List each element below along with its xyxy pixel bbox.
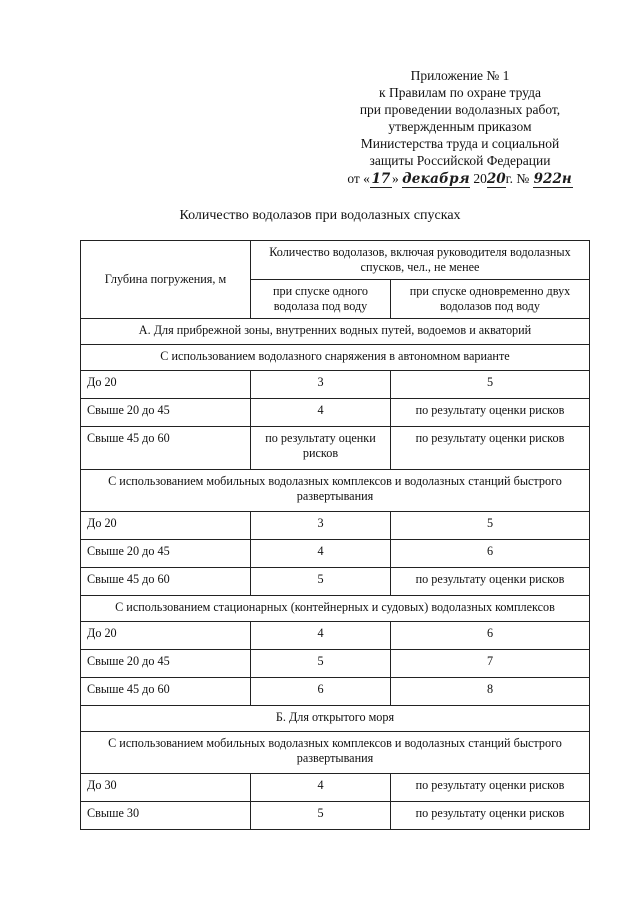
cell-depth: До 20: [81, 622, 251, 650]
cell-two-divers: по результату оценки рисков: [391, 802, 590, 830]
cell-two-divers: по результату оценки рисков: [391, 774, 590, 802]
cell-one-diver: 5: [251, 802, 391, 830]
table-row: [81, 802, 590, 830]
cell-two-divers: по результату оценки рисков: [391, 427, 590, 470]
cell-depth: До 20: [81, 371, 251, 399]
cell-one-diver: 6: [251, 678, 391, 706]
header-two-divers: при спуске одновременно двух водолазов под воду: [391, 280, 590, 319]
cell-depth: Свыше 20 до 45: [81, 540, 251, 568]
appendix-header: [330, 67, 590, 188]
table-row: [81, 774, 590, 802]
group-title: С использованием мобильных водолазных комплексов и водолазных станций быстрого развертывания: [81, 470, 590, 512]
cell-depth: До 20: [81, 512, 251, 540]
header-depth: Глубина погружения, м: [81, 241, 251, 319]
table-row: [81, 650, 590, 678]
cell-one-diver: по результату оценки рисков: [251, 427, 391, 470]
cell-two-divers: 7: [391, 650, 590, 678]
cell-two-divers: 6: [391, 622, 590, 650]
cell-two-divers: по результату оценки рисков: [391, 568, 590, 596]
appendix-line: утвержденным приказом: [388, 119, 532, 134]
cell-depth: Свыше 45 до 60: [81, 568, 251, 596]
table-row: [81, 512, 590, 540]
appendix-line: Министерства труда и социальной: [360, 136, 560, 151]
table-row: [81, 427, 590, 470]
handwritten-year: 20: [486, 171, 506, 187]
group-title: С использованием водолазного снаряжения в автономном варианте: [81, 345, 590, 371]
cell-depth: Свыше 30: [81, 802, 251, 830]
cell-depth: Свыше 20 до 45: [81, 399, 251, 427]
table-row: [81, 399, 590, 427]
handwritten-month: декабря: [402, 171, 470, 187]
cell-two-divers: 5: [391, 371, 590, 399]
table-row: [81, 371, 590, 399]
group-title: С использованием стационарных (контейнерных и судовых) водолазных комплексов: [81, 596, 590, 622]
cell-one-diver: 4: [251, 622, 391, 650]
cell-one-diver: 4: [251, 399, 391, 427]
handwritten-day: 17: [371, 171, 391, 187]
cell-one-diver: 5: [251, 568, 391, 596]
table-row: [81, 678, 590, 706]
appendix-line: защиты Российской Федерации: [369, 153, 551, 168]
table-row: [81, 622, 590, 650]
appendix-line: при проведении водолазных работ,: [359, 102, 561, 117]
section-b-title: Б. Для открытого моря: [81, 706, 590, 732]
cell-one-diver: 5: [251, 650, 391, 678]
divers-table: [80, 240, 590, 830]
cell-two-divers: 8: [391, 678, 590, 706]
cell-depth: Свыше 45 до 60: [81, 427, 251, 470]
cell-one-diver: 4: [251, 774, 391, 802]
appendix-line: к Правилам по охране труда: [379, 85, 541, 100]
table-row: [81, 568, 590, 596]
cell-two-divers: по результату оценки рисков: [391, 399, 590, 427]
document-title: Количество водолазов при водолазных спусках: [179, 208, 461, 223]
header-count-group: Количество водолазов, включая руководителя водолазных спусков, чел., не менее: [251, 241, 590, 280]
cell-two-divers: 5: [391, 512, 590, 540]
section-a-title: А. Для прибрежной зоны, внутренних водных путей, водоемов и акваторий: [81, 319, 590, 345]
cell-depth: Свыше 45 до 60: [81, 678, 251, 706]
cell-depth: До 30: [81, 774, 251, 802]
quote-close: »: [391, 171, 399, 186]
handwritten-order-number: 922н: [533, 171, 572, 187]
appendix-line: Приложение № 1: [410, 68, 510, 83]
table-row: [81, 540, 590, 568]
group-title: С использованием мобильных водолазных комплексов и водолазных станций быстрого развертывания: [81, 732, 590, 774]
cell-one-diver: 3: [251, 512, 391, 540]
cell-two-divers: 6: [391, 540, 590, 568]
year-prefix: 20: [473, 171, 487, 186]
cell-depth: Свыше 20 до 45: [81, 650, 251, 678]
order-date-line: [330, 170, 590, 188]
cell-one-diver: 4: [251, 540, 391, 568]
year-unit: г. №: [505, 171, 530, 186]
cell-one-diver: 3: [251, 371, 391, 399]
date-prefix: от «: [347, 171, 370, 186]
header-one-diver: при спуске одного водолаза под воду: [251, 280, 391, 319]
